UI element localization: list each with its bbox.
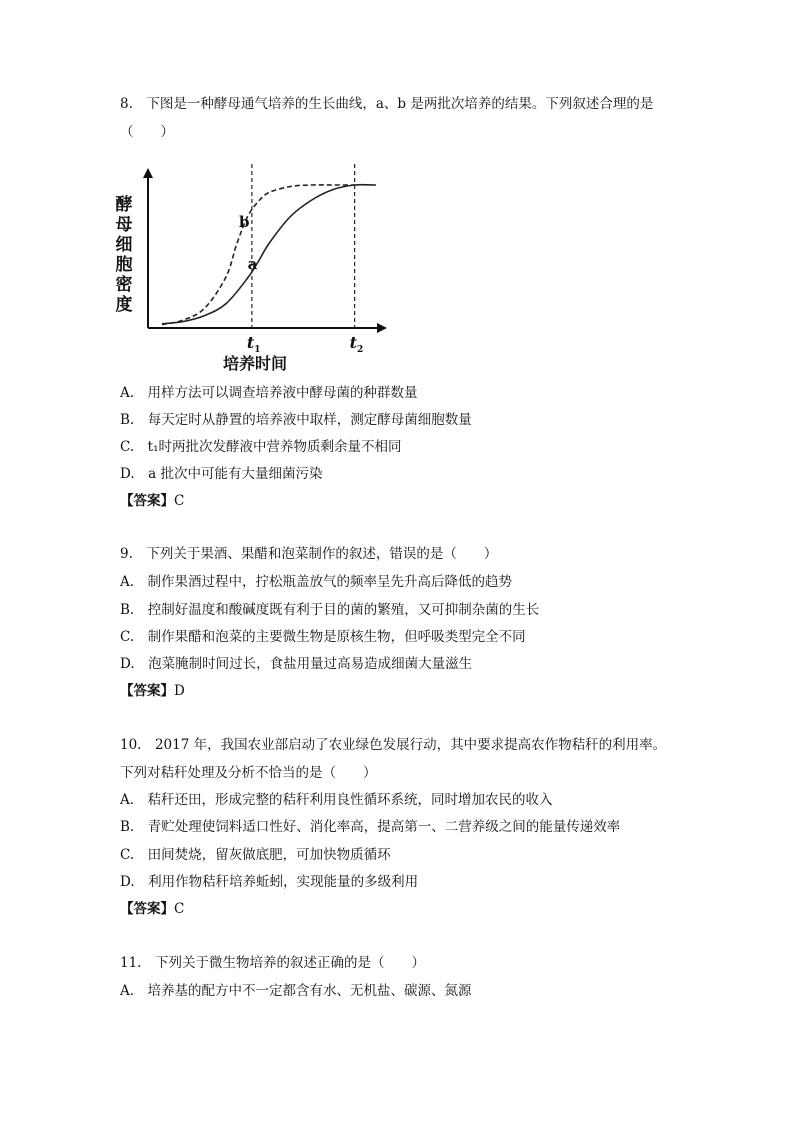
q8-option-d: D. a 批次中可能有大量细菌污染 bbox=[120, 466, 323, 482]
q10-stem-continued: 下列对秸秆处理及分析不恰当的是（ ） bbox=[120, 765, 377, 781]
q10-option-a: A. 秸秆还田，形成完整的秸秆利用良性循环系统，同时增加农民的收入 bbox=[120, 792, 553, 808]
series-a-curve bbox=[162, 185, 376, 324]
q9-answer bbox=[120, 682, 185, 700]
q10-option-c: C. 田间焚烧，留灰做底肥，可加快物质循环 bbox=[120, 847, 391, 863]
q10-answer-value: C bbox=[174, 901, 185, 917]
series-b-label: b bbox=[239, 213, 250, 231]
q9-option-c: C. 制作果醋和泡菜的主要微生物是原核生物，但呼吸类型完全不同 bbox=[120, 629, 526, 645]
y-axis-label-char: 母 bbox=[115, 215, 133, 235]
q8-answer bbox=[120, 492, 184, 510]
q11-option-a: A. 培养基的配方中不一定都含有水、无机盐、碳源、氮源 bbox=[120, 983, 472, 999]
y-axis-label-char: 细 bbox=[115, 235, 133, 255]
q9-option-b: B. 控制好温度和酸碱度既有利于目的菌的繁殖，又可抑制杂菌的生长 bbox=[120, 602, 540, 618]
q9-option-a: A. 制作果酒过程中，拧松瓶盖放气的频率呈先升高后降低的趋势 bbox=[120, 574, 513, 590]
q8-option-c: C. t₁时两批次发酵液中营养物质剩余量不相同 bbox=[120, 439, 402, 455]
q8-answer-label: 【答案】 bbox=[120, 493, 174, 509]
q10-answer bbox=[120, 900, 184, 918]
series-b-curve bbox=[162, 185, 355, 325]
y-axis-label-char: 度 bbox=[115, 295, 133, 315]
q11-stem: 11. 下列关于微生物培养的叙述正确的是（ ） bbox=[120, 955, 425, 971]
q9-option-d: D. 泡菜腌制时间过长，食盐用量过高易造成细菌大量滋生 bbox=[120, 656, 473, 672]
y-axis-label-char: 密 bbox=[115, 275, 133, 295]
series-a-label: a bbox=[247, 255, 258, 273]
q10-stem: 10. 2017 年，我国农业部启动了农业绿色发展行动，其中要求提高农作物秸秆的利用率。 bbox=[120, 737, 667, 753]
growth-curve-chart bbox=[110, 160, 400, 375]
q8-option-b: B. 每天定时从静置的培养液中取样，测定酵母菌细胞数量 bbox=[120, 412, 472, 428]
q10-answer-label: 【答案】 bbox=[120, 901, 174, 917]
x-tick-label-t1: $t_1$ bbox=[246, 333, 261, 355]
q9-stem: 9. 下列关于果酒、果醋和泡菜制作的叙述，错误的是（ ） bbox=[120, 546, 498, 562]
q8-answer-value: C bbox=[174, 493, 185, 509]
y-axis-label bbox=[116, 194, 133, 315]
x-tick-label-t2: $t_2$ bbox=[349, 333, 364, 355]
q8-stem: 8. 下图是一种酵母通气培养的生长曲线，a、b 是两批次培养的结果。下列叙述合理的是 bbox=[120, 96, 654, 112]
q10-option-d: D. 利用作物秸秆培养蚯蚓，实现能量的多级利用 bbox=[120, 874, 419, 890]
q10-option-b: B. 青贮处理使饲料适口性好、消化率高，提高第一、二营养级之间的能量传递效率 bbox=[120, 819, 621, 835]
q8-option-a: A. 用样方法可以调查培养液中酵母菌的种群数量 bbox=[120, 385, 418, 401]
y-axis-label-char: 酵 bbox=[115, 195, 133, 215]
q9-answer-value: D bbox=[174, 683, 185, 699]
q9-answer-label: 【答案】 bbox=[120, 683, 174, 699]
q8-paren: （ ） bbox=[120, 124, 174, 140]
y-axis-label-char: 胞 bbox=[115, 255, 133, 275]
x-axis-label: 培养时间 bbox=[222, 354, 288, 373]
